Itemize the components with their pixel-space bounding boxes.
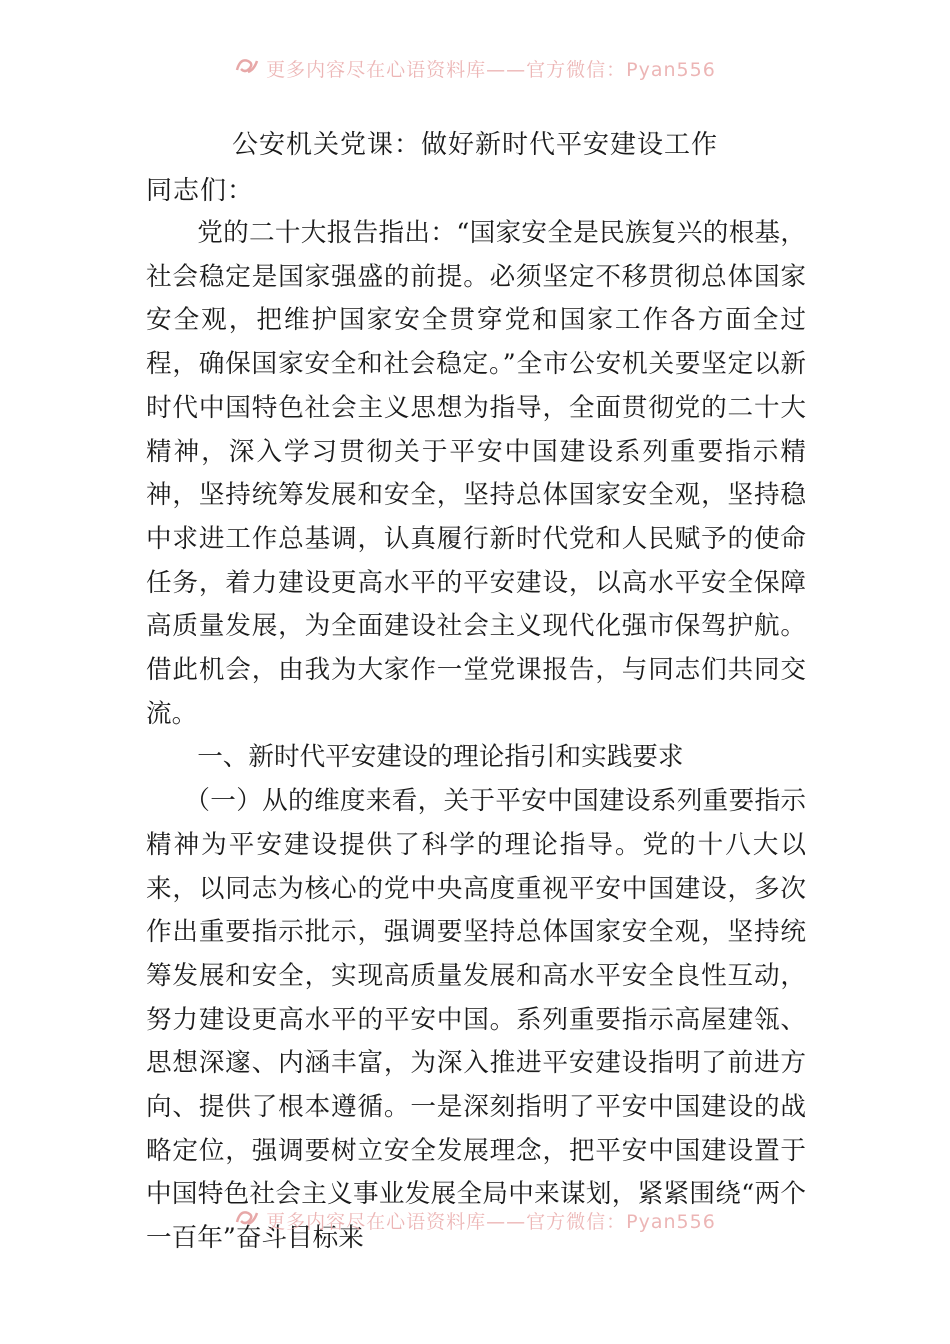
watermark-text: 更多内容尽在心语资料库——官方微信：Pyan556 — [266, 58, 716, 81]
brand-logo-icon — [234, 1207, 260, 1234]
paragraph-subsection: （一）从的维度来看，关于平安中国建设系列重要指示精神为平安建设提供了科学的理论指导。党的十八大以来，以同志为核心的党中央高度重视平安中国建设，多次作出重要指示批示，强调要坚持总体国家安全观，坚持统筹发展和安全，实现高质量发展和高水平安全良性互动，努力建设更高水平的平安中国。系列重要指示高屋建瓴、思想深邃、内涵丰富，为深入推进平安建设指明了前进方向、提供了根本遵循。一是深刻指明了平安中国建设的战略定位，强调要树立安全发展理念，把平安中国建设置于中国特色社会主义事业发展全局中来谋划，紧紧围绕“两个一百年”奋斗目标来 — [146, 786, 806, 1254]
document-body — [146, 212, 806, 1261]
document-title: 公安机关党课：做好新时代平安建设工作 — [231, 130, 718, 160]
section-heading: 一、新时代平安建设的理论指引和实践要求 — [197, 742, 684, 773]
watermark-footer — [0, 1202, 950, 1238]
salutation: 同志们： — [146, 176, 255, 206]
brand-logo-icon — [234, 55, 260, 82]
watermark-header — [0, 50, 950, 86]
watermark-text: 更多内容尽在心语资料库——官方微信：Pyan556 — [266, 1210, 716, 1233]
paragraph-intro: 党的二十大报告指出：“国家安全是民族复兴的根基，社会稳定是国家强盛的前提。必须坚定不移贯彻总体国家安全观，把维护国家安全贯穿党和国家工作各方面全过程，确保国家安全和社会稳定。”全市公安机关要坚定以新时代中国特色社会主义思想为指导，全面贯彻党的二十大精神，深入学习贯彻关于平安中国建设系列重要指示精神，坚持统筹发展和安全，坚持总体国家安全观，坚持稳中求进工作总基调，认真履行新时代党和人民赋予的使命任务，着力建设更高水平的平安建设，以高水平安全保障高质量发展，为全面建设社会主义现代化强市保驾护航。借此机会，由我为大家作一堂党课报告，与同志们共同交流。 — [146, 218, 806, 729]
